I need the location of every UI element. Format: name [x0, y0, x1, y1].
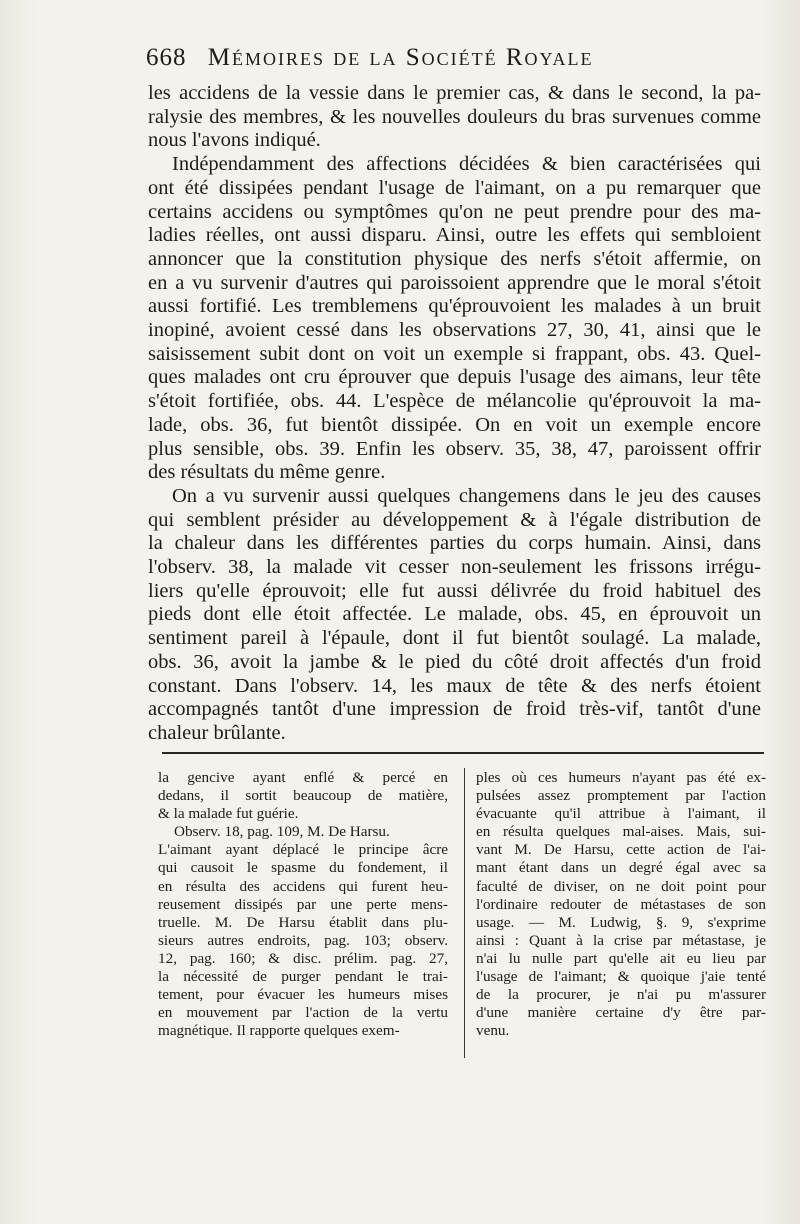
text-line: l'usage de l'aimant; & quoique j'aie tenté: [476, 968, 766, 986]
text-line: venu.: [476, 1022, 510, 1040]
text-line: obs. 36, avoit la jambe & le pied du côté droit affectés d'un froid: [148, 650, 761, 673]
main-text-block: [148, 82, 761, 746]
text-line: pieds dont elle étoit affectée. Le malade, obs. 45, en éprouvoit un: [148, 603, 761, 626]
text-line: évacuante qu'il attribue à l'aimant, il: [476, 805, 766, 823]
text-line: en mouvement par l'action de la vertu: [158, 1004, 448, 1022]
text-line: s'étoit fortifiée, obs. 44. L'espèce de mélancolie qu'éprouvoit la ma-: [148, 390, 761, 413]
text-line: ples où ces humeurs n'ayant pas été ex-: [476, 769, 766, 786]
text-line: & la malade fut guérie.: [158, 805, 299, 823]
text-line: dedans, il sortit beaucoup de matière,: [158, 787, 448, 805]
footnote-left-column: [158, 769, 448, 1040]
text-line: nous l'avons indiqué.: [148, 129, 321, 152]
text-line: saisissement subit dont on voit un exemple si frappant, obs. 43. Quel-: [148, 342, 761, 365]
footnote-right-column: [476, 769, 766, 1040]
text-line: Indépendamment des affections décidées & bien caractérisées qui: [172, 153, 761, 176]
text-line: vant M. De Harsu, cette action de l'ai-: [476, 841, 766, 859]
text-line: liers qu'elle éprouvoit; elle fut aussi délivrée du froid habituel des: [148, 579, 761, 602]
text-line: ralysie des membres, & les nouvelles douleurs du bras survenues comme: [148, 105, 761, 128]
text-line: inopiné, avoient cessé dans les observations 27, 30, 41, ainsi que le: [148, 319, 761, 342]
text-line: pulsées assez promptement par l'action: [476, 787, 766, 805]
text-line: tement, pour évacuer les humeurs mises: [158, 986, 448, 1004]
text-line: en résulta quelques mal-aises. Mais, sui-: [476, 823, 766, 841]
text-line: sentiment pareil à l'épaule, dont il fut bientôt soulagé. La malade,: [148, 627, 761, 650]
text-line: sieurs autres endroits, pag. 103; observ.: [158, 931, 448, 949]
text-line: l'observ. 38, la malade vit cesser non-seulement les frissons irrégu-: [148, 556, 761, 579]
text-line: chaleur brûlante.: [148, 721, 286, 744]
text-line: aussi fortifié. Les tremblemens qu'éprouvoient les malades à un bruit: [148, 295, 761, 318]
text-line: en a vu survenir d'autres qui paroissoient apprendre que le moral s'étoit: [148, 271, 761, 294]
page-number: 668: [146, 44, 187, 71]
text-line: ques malades ont cru éprouver que depuis l'usage des aimans, leur tête: [148, 366, 761, 389]
text-line: annoncer que la constitution physique des nerfs s'étoit affermie, on: [148, 247, 761, 270]
text-line: ont été dissipées pendant l'usage de l'aimant, on a pu remarquer que: [148, 176, 761, 199]
text-line: d'une manière certaine d'y être par-: [476, 1004, 766, 1022]
footnote-separator-rule: [162, 752, 764, 754]
text-line: mant étant dans un degré égal avec sa: [476, 859, 766, 877]
text-line: qui causoit le spasme du fondement, il: [158, 859, 448, 877]
text-line: lade, obs. 36, fut bientôt dissipée. On en voit un exemple encore: [148, 413, 761, 436]
text-line: faculté de diviser, on ne doit point pour: [476, 877, 766, 895]
text-line: usage. — M. Ludwig, §. 9, s'exprime: [476, 913, 766, 931]
text-line: On a vu survenir aussi quelques changemens dans le jeu des causes: [172, 484, 761, 507]
text-line: la gencive ayant enflé & percé en: [158, 769, 448, 786]
text-line: l'ordinaire redouter de métastases de son: [476, 895, 766, 913]
text-line: qui semblent présider au développement & à l'égale distribution de: [148, 508, 761, 531]
text-line: reusement dissipés par une perte mens-: [158, 895, 448, 913]
text-line: en résulta des accidens qui furent heu-: [158, 877, 448, 895]
text-line: accompagnés tantôt d'une impression de froid très-vif, tantôt d'une: [148, 698, 761, 721]
text-line: truelle. M. De Harsu établit dans plu-: [158, 913, 448, 931]
text-line: plus sensible, obs. 39. Enfin les observ. 35, 38, 47, paroissent offrir: [148, 437, 761, 460]
text-line: constant. Dans l'observ. 14, les maux de tête & des nerfs étoient: [148, 674, 761, 697]
text-line: certains accidens ou symptômes qu'on ne peut prendre pour des ma-: [148, 200, 761, 223]
text-line: magnétique. Il rapporte quelques exem-: [158, 1022, 400, 1040]
running-header: [146, 44, 706, 72]
text-line: n'ai lu nulle part qu'elle ait eu lieu par: [476, 949, 766, 967]
text-line: ladies réelles, ont aussi disparu. Ainsi, outre les effets qui sembloient: [148, 224, 761, 247]
text-line: la nécessité de purger pendant le trai-: [158, 968, 448, 986]
column-divider: [464, 768, 465, 1058]
running-title: Mémoires de la Société Royale: [207, 44, 594, 71]
text-line: les accidens de la vessie dans le premier cas, & dans le second, la pa-: [148, 82, 761, 104]
text-line: L'aimant ayant déplacé le principe âcre: [158, 841, 448, 859]
text-line: 12, pag. 160; & disc. prélim. pag. 27,: [158, 949, 448, 967]
text-line: de la procurer, je n'ai pu m'assurer: [476, 986, 766, 1004]
text-line: Observ. 18, pag. 109, M. De Harsu.: [174, 823, 390, 841]
text-line: la chaleur dans les différentes parties du corps humain. Ainsi, dans: [148, 532, 761, 555]
text-line: des résultats du même genre.: [148, 461, 386, 484]
text-line: ainsi : Quant à la crise par métastase, je: [476, 931, 766, 949]
